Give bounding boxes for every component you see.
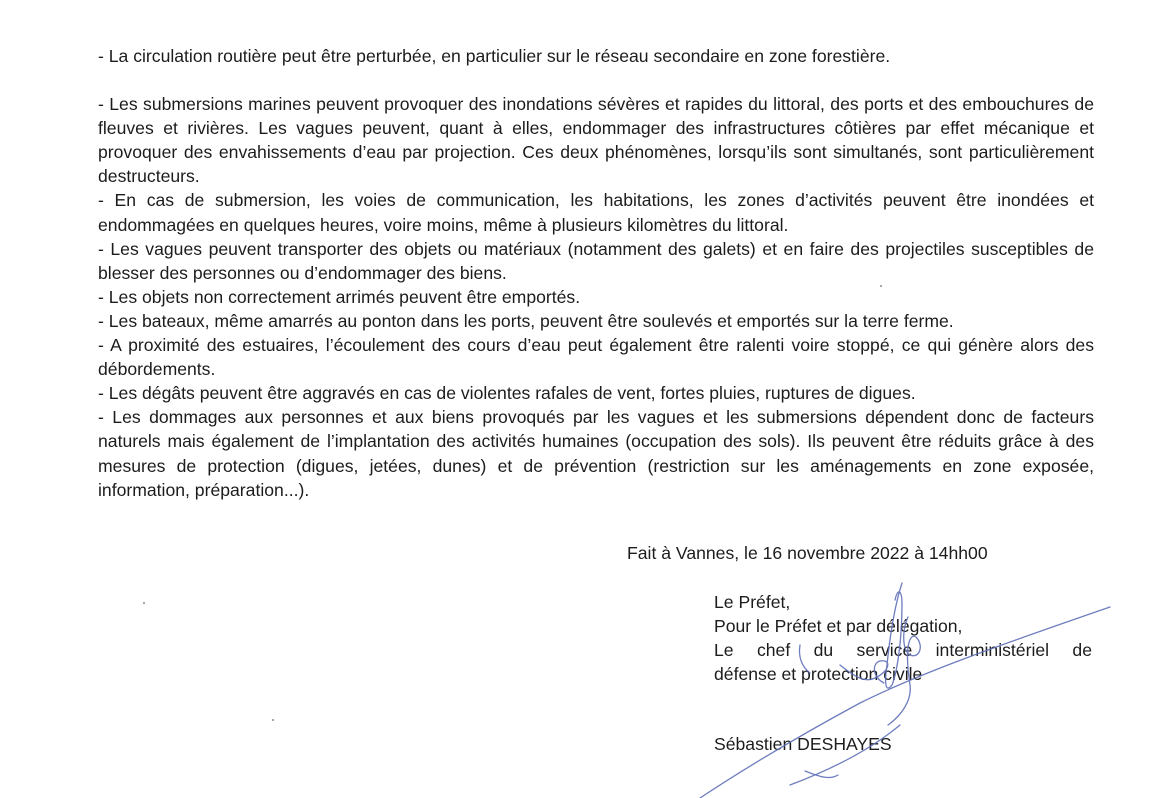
signatory-block — [714, 590, 1092, 686]
list-item: - Les vagues peuvent transporter des objets ou matériaux (notamment des galets) et en faire des projectiles susceptibles de blesser des personnes ou d’endommager des biens. — [98, 238, 1094, 283]
list-item: - A proximité des estuaires, l’écoulement des cours d’eau peut également être ralenti voire stoppé, ce qui génère alors des débordements. — [98, 335, 1094, 380]
list-item: - Les dommages aux personnes et aux biens provoqués par les vagues et les submersions dépendent donc de facteurs naturels mais également de l’implantation des activités humaines (occupation des sols). Ils peuvent être réduits grâce à des mesures de protection (digues, jetées, dunes) et de prévention (restriction sur les aménagements en zone exposée, information, préparation...). — [98, 407, 1094, 500]
scan-speck — [143, 602, 145, 604]
delegation-line: Pour le Préfet et par délégation, — [714, 616, 963, 636]
consequences-list — [98, 44, 1094, 502]
signatory-name: Sébastien DESHAYES — [714, 734, 892, 754]
list-item: - La circulation routière peut être perturbée, en particulier sur le réseau secondaire en zone forestière. — [98, 46, 891, 66]
list-item: - Les objets non correctement arrimés peuvent être emportés. — [98, 286, 581, 307]
scan-speck — [272, 719, 274, 721]
signatory-role-continued: défense et protection civile — [714, 664, 923, 684]
list-item: - Les bateaux, même amarrés au ponton dans les ports, peuvent être soulevés et emportés sur la terre ferme. — [98, 310, 954, 331]
list-item: - Les dégâts peuvent être aggravés en cas de violentes rafales de vent, fortes pluies, ruptures de digues. — [98, 383, 916, 404]
signatory-title: Le Préfet, — [714, 592, 791, 612]
signatory-role: Le chef du service interministériel de — [714, 640, 1092, 660]
place-date: Fait à Vannes, le 16 novembre 2022 à 14hh00 — [627, 543, 988, 563]
list-item: - Les submersions marines peuvent provoquer des inondations sévères et rapides du littoral, des ports et des embouchures de fleuves et rivières. Les vagues peuvent, quant à elles, endommager des infrastructures côtières par effet mécanique et provoquer des envahissements d’eau par projection. Ces deux phénomènes, lorsqu’ils sont simultanés, sont particulièrement destructeurs. — [98, 94, 1094, 187]
list-item: - En cas de submersion, les voies de communication, les habitations, les zones d’activités peuvent être inondées et endommagées en quelques heures, voire moins, même à plusieurs kilomètres du littoral. — [98, 190, 1094, 235]
scan-speck — [880, 285, 882, 287]
